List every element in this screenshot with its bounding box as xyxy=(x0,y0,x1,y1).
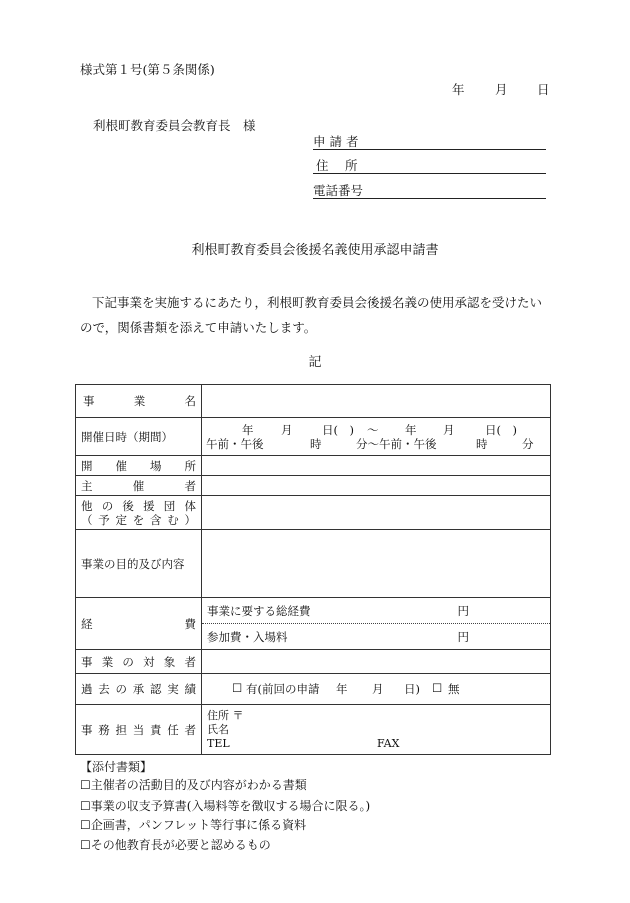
checkbox-icon[interactable]: ☐ xyxy=(80,778,91,792)
date-month: 月 xyxy=(495,82,508,97)
purpose-label: 事業の目的及び内容 xyxy=(76,530,202,598)
applicant-field[interactable] xyxy=(313,132,546,150)
project-name-label: 事 業 名 xyxy=(76,385,202,418)
total-cost-input[interactable]: 事業に要する総経費 円 xyxy=(202,598,551,624)
past-no-label: 無 xyxy=(448,682,460,696)
contact-label: 事 務 担 当 責 任 者 xyxy=(76,705,202,755)
past-approval-label: 過 去 の 承 認 実 績 xyxy=(76,674,202,705)
past-yes-checkbox[interactable]: ☐ xyxy=(232,681,243,695)
date-day: 日 xyxy=(537,82,550,97)
past-month-label: 月 xyxy=(372,682,384,696)
expenses-label: 経 費 xyxy=(76,598,202,650)
application-table xyxy=(75,384,551,755)
other-supporters-input[interactable] xyxy=(202,496,551,530)
organizer-label: 主 催 者 xyxy=(76,476,202,496)
past-year-label: 年 xyxy=(336,682,348,696)
phone-field[interactable] xyxy=(313,181,546,199)
past-yes-label: 有(前回の申請 xyxy=(246,682,320,696)
period-input[interactable]: 年 月 日( ) ～ 年 月 日( ) 午前・午後 時 分～午前・午後 時 分 xyxy=(202,418,551,456)
applicant-label: 申 請 者 xyxy=(313,134,359,149)
table-row xyxy=(76,705,551,755)
ki-heading: 記 xyxy=(308,355,322,370)
attachment-item: ☐事業の収支予算書(入場料等を徴収する場合に限る。) xyxy=(80,799,371,813)
past-day-label: 日) xyxy=(404,682,420,696)
other-supporters-label: 他 の 後 援 団 体 （ 予 定 を 含 む ） xyxy=(76,496,202,530)
table-row xyxy=(76,385,551,418)
form-number: 様式第１号(第５条関係) xyxy=(80,62,215,77)
past-approval-input xyxy=(202,674,551,705)
contact-fax: FAX xyxy=(377,736,400,750)
contact-address: 住所 〒 xyxy=(207,708,244,722)
table-row xyxy=(76,598,551,624)
contact-input[interactable] xyxy=(202,705,551,755)
phone-label: 電話番号 xyxy=(313,183,364,198)
date-year: 年 xyxy=(452,82,465,97)
attachment-item: ☐企画書，パンフレット等行事に係る資料 xyxy=(80,818,307,832)
past-no-checkbox[interactable]: ☐ xyxy=(432,681,443,695)
table-row xyxy=(76,496,551,530)
contact-name: 氏名 xyxy=(207,722,229,736)
period-label: 開催日時（期間） xyxy=(76,418,202,456)
table-row xyxy=(76,476,551,496)
purpose-input[interactable] xyxy=(202,530,551,598)
table-row xyxy=(76,530,551,598)
checkbox-icon[interactable]: ☐ xyxy=(80,838,91,852)
attachment-item: ☐主催者の活動目的及び内容がわかる書類 xyxy=(80,778,307,792)
contact-tel: TEL xyxy=(207,736,230,750)
address-label: 住 所 xyxy=(316,158,358,173)
document-title: 利根町教育委員会後援名義使用承認申請書 xyxy=(191,243,439,258)
address-field[interactable] xyxy=(313,156,546,174)
target-input[interactable] xyxy=(202,650,551,674)
table-row xyxy=(76,456,551,476)
table-row xyxy=(76,674,551,705)
organizer-input[interactable] xyxy=(202,476,551,496)
attachments-header: 【添付書類】 xyxy=(80,760,153,774)
body-text: 下記事業を実施するにあたり，利根町教育委員会後援名義の使用承認を受けたいので，関係書類を添えて申請いたします。 xyxy=(80,295,543,335)
fee-input[interactable]: 参加費・入場料 円 xyxy=(202,624,551,650)
checkbox-icon[interactable]: ☐ xyxy=(80,799,91,813)
project-name-input[interactable] xyxy=(202,385,551,418)
table-row xyxy=(76,418,551,456)
table-row xyxy=(76,650,551,674)
checkbox-icon[interactable]: ☐ xyxy=(80,818,91,832)
target-label: 事 業 の 対 象 者 xyxy=(76,650,202,674)
attachment-item: ☐その他教育長が必要と認めるもの xyxy=(80,838,271,852)
venue-input[interactable] xyxy=(202,456,551,476)
venue-label: 開 催 場 所 xyxy=(76,456,202,476)
addressee: 利根町教育委員会教育長 様 xyxy=(93,118,256,133)
